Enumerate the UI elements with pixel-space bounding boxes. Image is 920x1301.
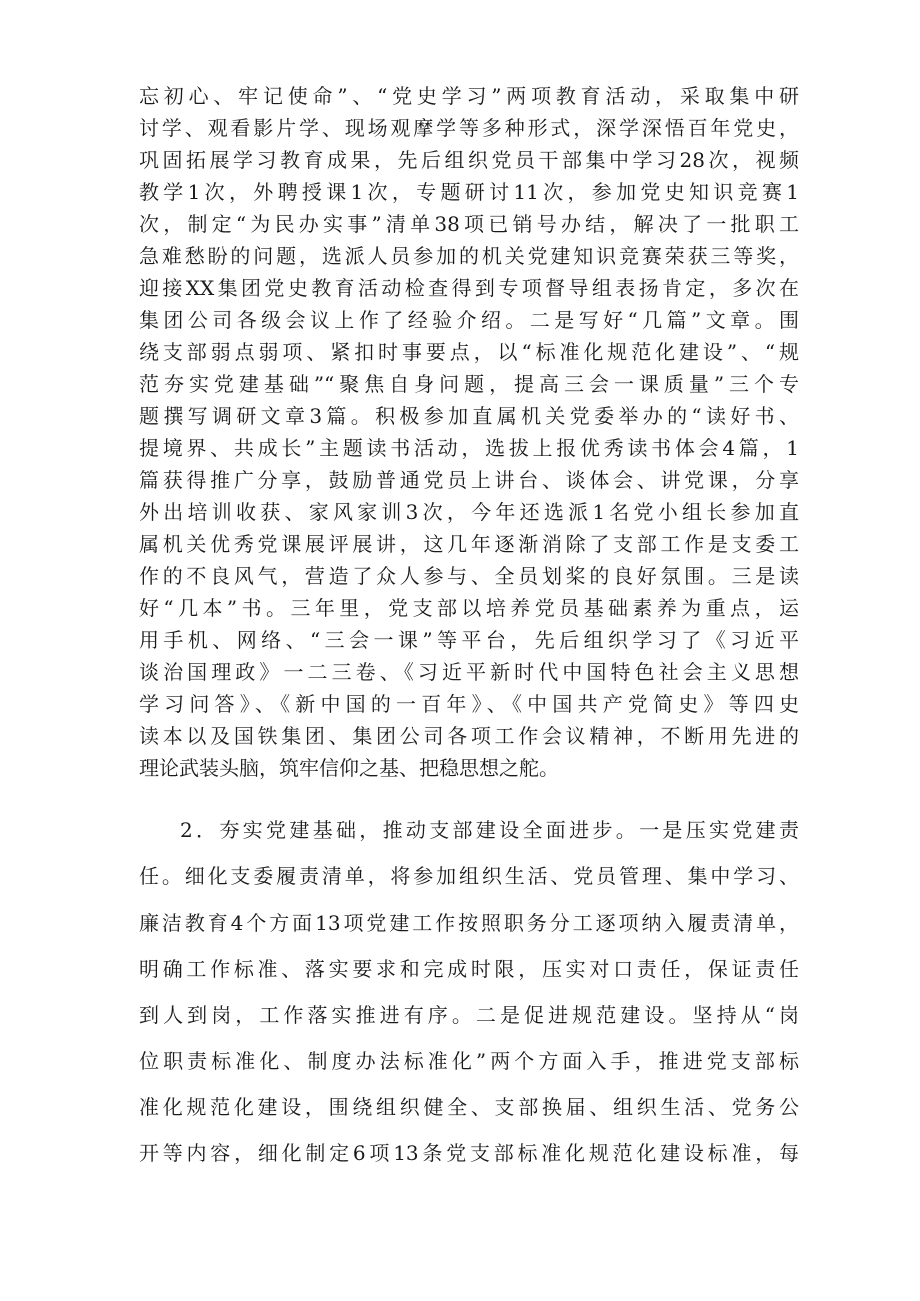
paragraph-line: 谈治国理政》一二三卷、《习近平新时代中国特色社会主义思想	[139, 660, 799, 684]
paragraph-line: 属机关优秀党课展评展讲，这几年逐渐消除了支部工作是支委工	[139, 532, 799, 556]
paragraph-line: 理论武装头脑，筑牢信仰之基、把稳思想之舵。	[139, 756, 559, 780]
paragraph-line: 任。细化支委履责清单，将参加组织生活、党员管理、集中学习、	[139, 864, 799, 888]
paragraph-line: 绕支部弱点弱项、紧扣时事要点，以“标准化规范化建设”、“规	[139, 340, 799, 364]
paragraph-line: 位职责标准化、制度办法标准化”两个方面入手，推进党支部标	[139, 1049, 799, 1073]
paragraph-line: 集团公司各级会议上作了经验介绍。二是写好“几篇”文章。围	[139, 308, 799, 332]
paragraph-line: 作的不良风气，营造了众人参与、全员划桨的良好氛围。三是读	[139, 564, 799, 588]
paragraph-line: 提境界、共成长”主题读书活动，选拔上报优秀读书体会4篇，1	[139, 436, 799, 460]
paragraph-line: 读本以及国铁集团、集团公司各项工作会议精神，不断用先进的	[139, 724, 799, 748]
paragraph-line: 次，制定“为民办实事”清单38项已销号办结，解决了一批职工	[139, 212, 799, 236]
paragraph-line: 到人到岗，工作落实推进有序。二是促进规范建设。坚持从“岗	[139, 1003, 799, 1027]
paragraph-line: 迎接XX集团党史教育活动检查得到专项督导组表扬肯定，多次在	[139, 276, 799, 300]
paragraph-line: 教学1次，外聘授课1次，专题研讨11次，参加党史知识竞赛1	[139, 180, 799, 204]
paragraph-line: 急难愁盼的问题，选派人员参加的机关党建知识竞赛荣获三等奖，	[139, 244, 799, 268]
paragraph-line: 范夯实党建基础”“聚焦自身问题，提高三会一课质量”三个专	[139, 372, 799, 396]
paragraph-line: 廉洁教育4个方面13项党建工作按照职务分工逐项纳入履责清单，	[139, 911, 799, 935]
paragraph-line: 开等内容，细化制定6项13条党支部标准化规范化建设标准，每	[139, 1141, 799, 1165]
paragraph-line: 篇获得推广分享，鼓励普通党员上讲台、谈体会、讲党课，分享	[139, 468, 799, 492]
paragraph-line: 明确工作标准、落实要求和完成时限，压实对口责任，保证责任	[139, 957, 799, 981]
paragraph-line: 忘初心、牢记使命”、“党史学习”两项教育活动，采取集中研	[139, 84, 799, 108]
paragraph-line: 用手机、网络、“三会一课”等平台，先后组织学习了《习近平	[139, 628, 799, 652]
paragraph-line: 巩固拓展学习教育成果，先后组织党员干部集中学习28次，视频	[139, 148, 799, 172]
paragraph-line: 好“几本”书。三年里，党支部以培养党员基础素养为重点，运	[139, 596, 799, 620]
paragraph-line: 题撰写调研文章3篇。积极参加直属机关党委举办的“读好书、	[139, 404, 799, 428]
paragraph-line: 学习问答》、《新中国的一百年》、《中国共产党简史》等四史	[139, 692, 799, 716]
paragraph-line: 外出培训收获、家风家训3次，今年还选派1名党小组长参加直	[139, 500, 799, 524]
paragraph-line: 准化规范化建设，围绕组织健全、支部换届、组织生活、党务公	[139, 1095, 799, 1119]
paragraph-line: 讨学、观看影片学、现场观摩学等多种形式，深学深悟百年党史，	[139, 116, 799, 140]
paragraph-line: 2．夯实党建基础，推动支部建设全面进步。一是压实党建责	[180, 818, 799, 842]
